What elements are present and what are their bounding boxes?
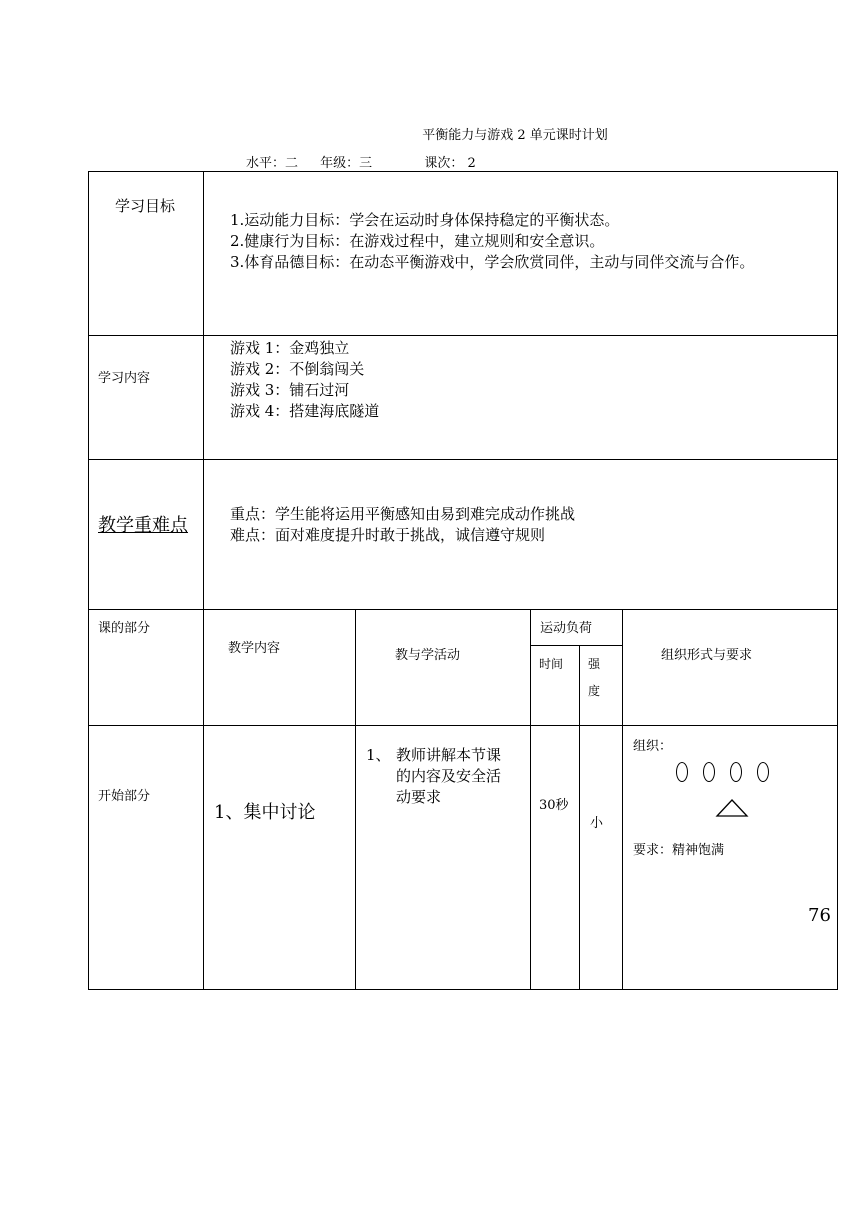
lesson-meta <box>246 152 476 171</box>
content-list <box>230 338 379 422</box>
keypoints-label: 教学重难点 <box>98 515 188 536</box>
row1-organization-cell <box>622 725 838 990</box>
header-content-cell <box>203 609 356 726</box>
row1-time-cell <box>530 725 580 990</box>
header-time: 时间 <box>539 657 564 671</box>
content-cell <box>203 335 838 460</box>
row1-activity-text <box>396 745 501 808</box>
row1-org-label: 组织： <box>633 739 673 754</box>
objective-line-2: 2.健康行为目标：在游戏过程中，建立规则和安全意识。 <box>230 232 605 250</box>
content-line-4: 游戏 4：搭建海底隧道 <box>230 402 380 420</box>
objective-line-1: 1.运动能力目标：学会在运动时身体保持稳定的平衡状态。 <box>230 211 620 229</box>
student-circle-icon <box>676 762 688 782</box>
meta-level: 水平：二 <box>246 156 299 171</box>
header-activities: 教与学活动 <box>395 648 461 663</box>
row1-activity-line-1: 教师讲解本节课 <box>396 746 502 764</box>
row1-content-cell <box>203 725 356 990</box>
teacher-triangle-icon <box>715 798 749 818</box>
objectives-list <box>230 210 754 273</box>
content-line-1: 游戏 1：金鸡独立 <box>230 339 350 357</box>
header-intensity-cell <box>579 645 623 726</box>
header-organization: 组织形式与要求 <box>661 648 753 663</box>
header-load: 运动负荷 <box>540 621 593 636</box>
header-intensity-1: 强 <box>588 657 601 671</box>
meta-lesson: 课次： 2 <box>424 156 476 171</box>
header-intensity-2: 度 <box>588 684 601 698</box>
content-label: 学习内容 <box>98 371 151 386</box>
header-load-cell <box>530 609 623 646</box>
row1-activity-line-3: 动要求 <box>396 788 442 806</box>
student-formation <box>676 762 784 786</box>
row1-intensity: 小 <box>590 816 604 831</box>
objectives-label-cell <box>88 171 204 336</box>
page-number: 76 <box>808 905 831 926</box>
student-circle-icon <box>757 762 769 782</box>
keypoint-line-2: 难点：面对难度提升时敢于挑战，诚信遵守规则 <box>230 526 546 544</box>
objectives-label: 学习目标 <box>115 197 176 215</box>
content-line-3: 游戏 3：铺石过河 <box>230 381 350 399</box>
header-organization-cell <box>622 609 838 726</box>
row1-section-cell <box>88 725 204 990</box>
keypoints-label-cell <box>88 459 204 610</box>
student-circle-icon <box>703 762 715 782</box>
keypoints-list <box>230 504 575 546</box>
objectives-cell <box>203 171 838 336</box>
keypoints-cell <box>203 459 838 610</box>
row1-section: 开始部分 <box>98 789 151 804</box>
row1-requirement: 要求：精神饱满 <box>633 843 725 858</box>
row1-activity-number: 1、 <box>366 746 391 764</box>
keypoint-line-1: 重点：学生能将运用平衡感知由易到难完成动作挑战 <box>230 505 576 523</box>
header-section: 课的部分 <box>98 621 151 636</box>
content-line-2: 游戏 2：不倒翁闯关 <box>230 360 365 378</box>
document-title: 平衡能力与游戏 2 单元课时计划 <box>422 128 608 143</box>
row1-activities-cell <box>355 725 531 990</box>
row1-content: 1、集中讨论 <box>214 802 316 823</box>
content-label-cell <box>88 335 204 460</box>
header-time-cell <box>530 645 580 726</box>
meta-grade: 年级：三 <box>320 156 373 171</box>
row1-time: 30秒 <box>539 798 569 813</box>
header-activities-cell <box>355 609 531 726</box>
header-teaching-content: 教学内容 <box>228 641 281 656</box>
row1-intensity-cell <box>579 725 623 990</box>
student-circle-icon <box>730 762 742 782</box>
objective-line-3: 3.体育品德目标：在动态平衡游戏中，学会欣赏同伴，主动与同伴交流与合作。 <box>230 253 755 271</box>
row1-activity-line-2: 的内容及安全活 <box>396 767 502 785</box>
header-section-cell <box>88 609 204 726</box>
